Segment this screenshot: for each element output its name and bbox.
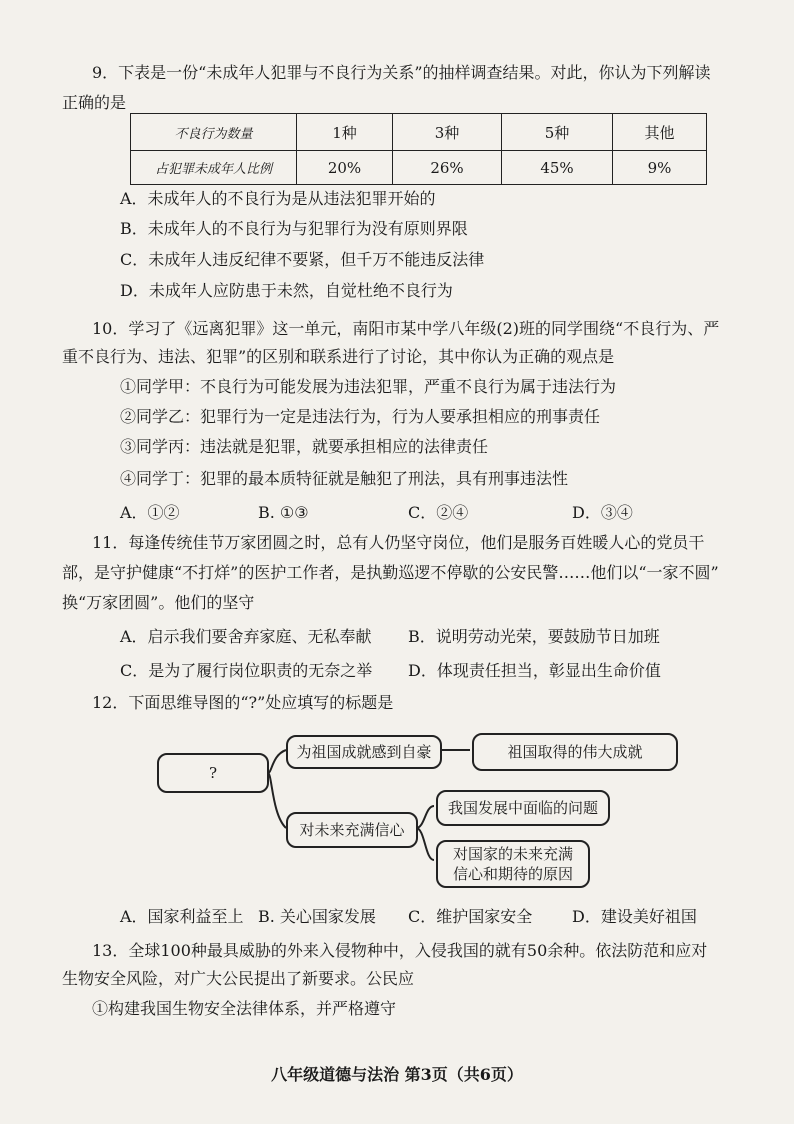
mindmap-branch-pride: 为祖国成就感到自豪 [286, 735, 442, 769]
q10-option-b[interactable]: B. ①③ [258, 503, 309, 522]
table-cell: 3种 [393, 114, 502, 151]
q10-view-1: ①同学甲：不良行为可能发展为违法犯罪，严重不良行为属于违法行为 [120, 377, 617, 396]
q10-stem-line1: 10．学习了《远离犯罪》这一单元，南阳市某中学八年级(2)班的同学围绕“不良行为、严 [92, 319, 720, 338]
connector-branch2-leaf3 [416, 828, 434, 860]
q9-option-b[interactable]: B．未成年人的不良行为与犯罪行为没有原则界限 [120, 219, 468, 238]
page-footer: 八年级道德与法治 第3页（共6页） [271, 1065, 523, 1084]
connector-root-branch1 [268, 750, 286, 773]
q10-option-c[interactable]: C．②④ [408, 503, 469, 522]
connector-branch2-leaf2 [416, 806, 434, 828]
table-cell: 1种 [297, 114, 393, 151]
q10-stem-line2: 重不良行为、违法、犯罪”的区别和联系进行了讨论，其中你认为正确的观点是 [62, 347, 615, 366]
q10-option-a[interactable]: A．①② [120, 503, 180, 522]
connector-root-branch2 [268, 773, 286, 828]
table-cell: 45% [502, 151, 613, 185]
q9-stem-line1: 9．下表是一份“未成年人犯罪与不良行为关系”的抽样调查结果。对此，你认为下列解读 [92, 63, 711, 82]
q10-view-3: ③同学丙：违法就是犯罪，就要承担相应的法律责任 [120, 437, 489, 456]
q9-option-c[interactable]: C．未成年人违反纪律不要紧，但千万不能违反法律 [120, 250, 485, 269]
q11-option-b[interactable]: B．说明劳动光荣，要鼓励节日加班 [408, 627, 660, 646]
q11-stem-line3: 换“万家团圆”。他们的坚守 [62, 593, 255, 612]
q9-stem-line2: 正确的是 [62, 93, 127, 112]
mindmap-branch-confidence: 对未来充满信心 [286, 812, 418, 848]
q12-option-b[interactable]: B. 关心国家发展 [258, 907, 376, 926]
q13-stem-line1: 13．全球100种最具威胁的外来入侵物种中，入侵我国的就有50余种。依法防范和应对 [92, 941, 708, 960]
table-cell: 5种 [502, 114, 613, 151]
table-cell: 20% [297, 151, 393, 185]
table-cell: 9% [613, 151, 707, 185]
q13-stem-line2: 生物安全风险，对广大公民提出了新要求。公民应 [62, 969, 415, 988]
mindmap-leaf-achievements: 祖国取得的伟大成就 [472, 733, 678, 771]
q10-view-2: ②同学乙：犯罪行为一定是违法行为，行为人要承担相应的刑事责任 [120, 407, 601, 426]
table-cell: 其他 [613, 114, 707, 151]
q10-view-4: ④同学丁：犯罪的最本质特征就是触犯了刑法，具有刑事违法性 [120, 469, 569, 488]
q12-option-c[interactable]: C．维护国家安全 [408, 907, 533, 926]
q9-option-a[interactable]: A．未成年人的不良行为是从违法犯罪开始的 [120, 189, 436, 208]
q12-option-a[interactable]: A．国家利益至上 [120, 907, 244, 926]
leaf-reasons-line2: 信心和期待的原因 [452, 865, 573, 883]
q11-option-c[interactable]: C．是为了履行岗位职责的无奈之举 [120, 661, 373, 680]
q11-stem-line2: 部，是守护健康“不打烊”的医护工作者，是执勤巡逻不停歇的公安民警……他们以“一家不圆” [62, 563, 719, 582]
q12-stem: 12．下面思维导图的“?”处应填写的标题是 [92, 693, 394, 712]
leaf-reasons-line1: 对国家的未来充满 [452, 845, 573, 863]
table-cell: 不良行为数量 [131, 114, 297, 151]
q13-item-1: ①构建我国生物安全法律体系，并严格遵守 [92, 999, 397, 1018]
q10-option-d[interactable]: D．③④ [572, 503, 633, 522]
q12-option-d[interactable]: D．建设美好祖国 [572, 907, 697, 926]
mindmap-leaf-reasons [436, 840, 590, 888]
q9-option-d[interactable]: D．未成年人应防患于未然，自觉杜绝不良行为 [120, 281, 453, 300]
mindmap-root: ? [157, 753, 269, 793]
q11-stem-line1: 11．每逢传统佳节万家团圆之时，总有人仍坚守岗位，他们是服务百姓暖人心的党员干 [92, 533, 705, 552]
q11-option-a[interactable]: A．启示我们要舍弃家庭、无私奉献 [120, 627, 372, 646]
table-cell: 占犯罪未成年人比例 [131, 151, 297, 185]
mindmap-leaf-problems: 我国发展中面临的问题 [436, 790, 610, 826]
table-cell: 26% [393, 151, 502, 185]
q11-option-d[interactable]: D．体现责任担当，彰显出生命价值 [408, 661, 661, 680]
